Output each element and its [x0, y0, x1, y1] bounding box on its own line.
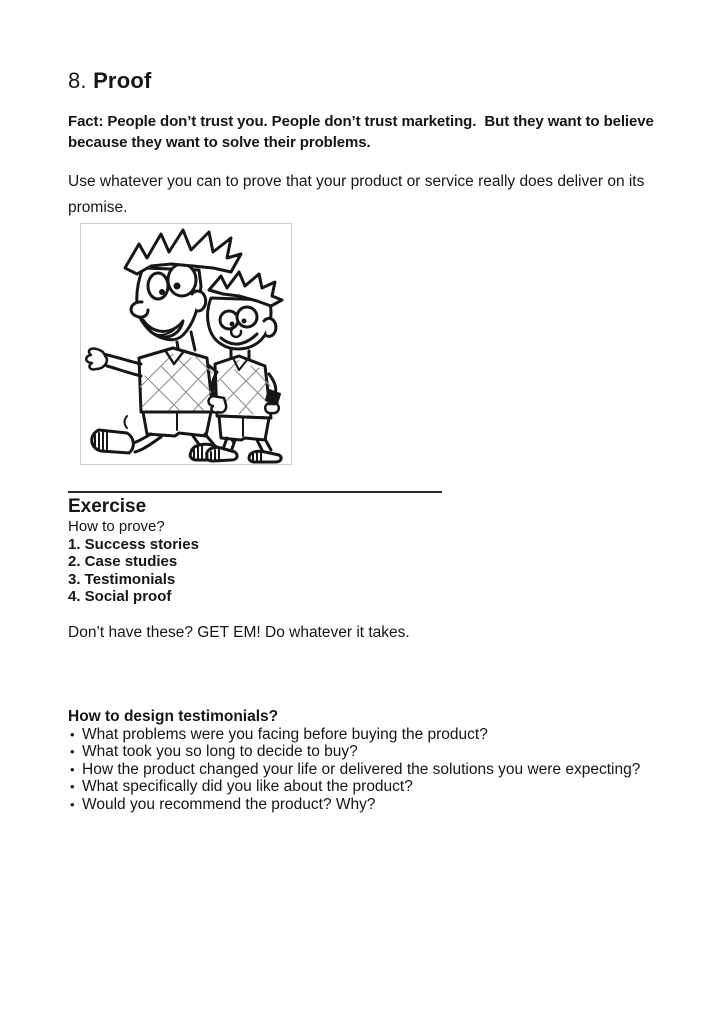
- bullet-text: What specifically did you like about the product?: [82, 778, 413, 796]
- exercise-item: 1. Success stories: [68, 535, 199, 553]
- bullet-icon: •: [70, 779, 75, 795]
- testimonial-bullet-item: [68, 743, 664, 761]
- bullet-text: Would you recommend the product? Why?: [82, 795, 376, 813]
- bullet-icon: •: [70, 796, 75, 812]
- heading-title: Proof: [93, 68, 152, 93]
- illustration-frame: [80, 223, 292, 465]
- exercise-item: 4. Social proof: [68, 588, 172, 605]
- intro-paragraph: [68, 169, 664, 221]
- cartoon-two-boys-walking-image: [81, 224, 291, 464]
- fact-line: because they want to solve their problems.: [68, 134, 371, 151]
- section-divider: [68, 491, 442, 493]
- exercise-item: 2. Case studies: [68, 553, 178, 570]
- testimonial-bullet-item: [68, 778, 664, 796]
- bullet-text: What took you so long to decide to buy?: [82, 743, 358, 761]
- bullet-icon: •: [70, 726, 75, 742]
- fact-paragraph: [68, 111, 664, 153]
- testimonial-bullet-item: [68, 726, 664, 744]
- exercise-question: How to prove?: [68, 518, 165, 535]
- bullet-text: What problems were you facing before buying the product?: [82, 725, 488, 743]
- exercise-note: Don’t have these? GET EM! Do whatever it takes.: [68, 623, 410, 641]
- testimonial-bullet-item: [68, 796, 664, 814]
- heading-number: 8.: [68, 68, 94, 93]
- bullet-icon: •: [70, 761, 75, 777]
- exercise-item: 3. Testimonials: [68, 570, 176, 588]
- testimonials-title: How to design testimonials?: [68, 707, 279, 725]
- intro-line: promise.: [68, 199, 128, 216]
- bullet-text: How the product changed your life or delivered the solutions you were expecting?: [82, 760, 641, 778]
- fact-line: Fact: People don’t trust you. People don’t trust marketing. But they want to believe: [68, 113, 654, 130]
- exercise-title: Exercise: [68, 496, 147, 517]
- bullet-icon: •: [70, 744, 75, 760]
- intro-line: Use whatever you can to prove that your product or service really does deliver on its: [68, 173, 645, 190]
- page-title: [68, 68, 664, 94]
- testimonial-bullet-item: [68, 761, 664, 779]
